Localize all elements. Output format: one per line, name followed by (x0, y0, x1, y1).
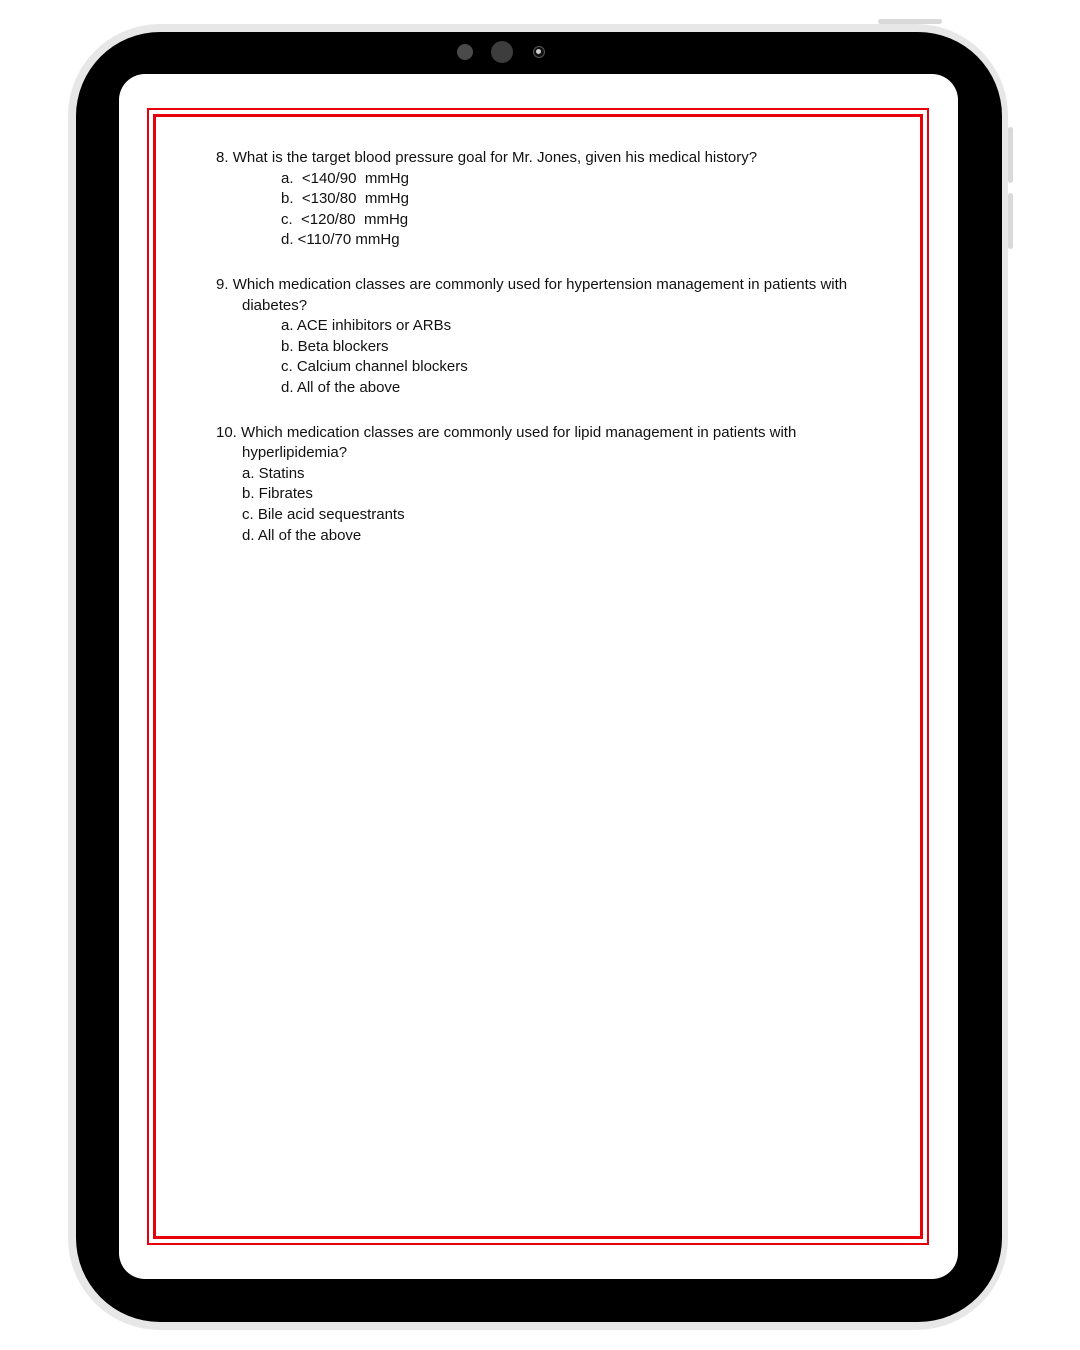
volume-up-button (1008, 127, 1013, 183)
answer-options (216, 464, 866, 546)
answer-option: c. <120/80 mmHg (281, 210, 409, 228)
answer-option: b. Beta blockers (281, 337, 389, 355)
front-camera-icon (491, 41, 513, 63)
answer-option: c. Calcium channel blockers (281, 358, 468, 376)
answer-option: d. All of the above (281, 378, 401, 396)
answer-option: a. <140/90 mmHg (281, 169, 409, 187)
question-prompt: What is the target blood pressure goal for Mr. Jones, given his medical history? (232, 149, 758, 166)
answer-option: a. Statins (242, 464, 305, 482)
question-text (216, 275, 866, 316)
question-text (216, 423, 866, 464)
answer-option: d. All of the above (242, 526, 362, 544)
question-9 (216, 275, 866, 399)
answer-option: b. <130/80 mmHg (281, 190, 409, 208)
power-button (878, 19, 942, 24)
answer-option: d. <110/70 mmHg (281, 231, 400, 249)
sensor-icon (457, 44, 473, 60)
answer-option: b. Fibrates (242, 485, 313, 503)
question-8 (216, 148, 866, 251)
answer-options (216, 169, 866, 251)
question-number: 8. (216, 149, 229, 166)
question-prompt: Which medication classes are commonly used for hypertension management in patients with diabetes? (232, 275, 848, 314)
quiz-document (216, 148, 866, 570)
answer-option: a. ACE inhibitors or ARBs (281, 317, 452, 335)
question-number: 10. (216, 423, 237, 441)
answer-option: c. Bile acid sequestrants (242, 505, 405, 523)
camera-lens-icon (533, 46, 545, 58)
question-number: 9. (216, 275, 229, 293)
question-text (216, 148, 866, 169)
question-prompt: Which medication classes are commonly used for lipid management in patients with hyperlipidemia? (241, 423, 797, 462)
answer-options (216, 316, 866, 398)
question-10 (216, 423, 866, 547)
volume-down-button (1008, 193, 1013, 249)
